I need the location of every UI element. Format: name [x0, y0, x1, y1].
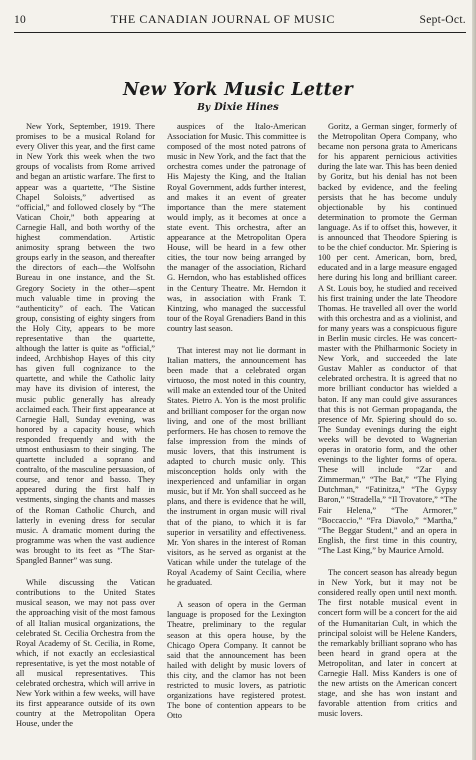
page-edge	[472, 0, 476, 760]
paragraph: The concert season has already begun in New York, but it may not be considered really open until next month. The first notable musical event in concert form will be a concert for the aid of the Humanitarian Cult, in which the principal soloist will be Helene Kanders, the remarkably brilliant soprano who has been heard in grand opera at the Metropolitan, and later in concert at Carnegie Hall. Miss Kanders is one of the new artists on the American concert stage, and she has won instant and favorable attention from critics and music lovers.	[318, 568, 457, 719]
page-header	[14, 12, 466, 34]
issue-date: Sept-Oct.	[419, 14, 466, 26]
paragraph: Goritz, a German singer, formerly of the Metropolitan Opera Company, who became non persona grata to Americans for his apparent pernicious activities during the late war. This has been denied by Goritz, but his denial has not been backed by evidence, and the feeling persists that he has become unduly objectionable by his continued determination to promote the German language. As if to offset this, however, it is announced that Theodore Spiering is to be the chief conductor. Mr. Spiering is 100 per cent. American, born, bred, educated and in a large measure engaged here during his long and brilliant career. A St. Louis boy, he studied and received his first training under the late Theodore Thomas. He travelled all over the world with this orchestra and as a violinist, and for many years was a conspicuous figure in Berlin music circles. He was concert-master with the Philharmonic Society in New York, and succeeded the late Gustav Mahler as conductor of that celebrated orchestra. It is agreed that no more brilliant conductor has wielded a baton. If any man could give assurances that this is not German propaganda, the presence of Mr. Spiering should do so. The Sunday evenings during the eight weeks will be devoted to Wagnerian operas in oratorio form, and the other evenings to the lighter forms of opera. These will include “Zar and Zimmerman,” “The Bat,” “The Flying Dutchman,” “Fatinitza,” “The Gypsy Baron,” “Stradella,” “Il Trovatore,” “The Fair Helena,” “The Armorer,” “Boccaccio,” “Fra Diavolo,” “Martha,” “The Beggar Student,” and an opera in English, the first time in this country, “The Last King,” by Maurice Arnold.	[318, 122, 457, 555]
byline-author: Dixie Hines	[214, 102, 279, 113]
paragraph: That interest may not lie dormant in Italian matters, the announcement has been made that a celebrated organ virtuoso, the most noted in this country, will make an extended tour of the United States. Pietro A. Yon is the most prolific and brilliant composer for the organ now living, and one of the most brilliant performers. He has chosen to remove the false impression from the minds of music lovers, that this instrument is adapted to church music only. This misconception holds only with the inexperienced and unfamiliar in organ music, but if Mr. Yon shall succeed as he plans, and there is evidence that he will, the instrument in organ music will rival that of the piano, to which it is far superior in versatility and effectiveness. Mr. Yon shares in the interest of Roman visitors, as he served as organist at the Vatican while under the tutelage of the Royal Academy of Saint Cecilia, where he graduated.	[167, 345, 306, 588]
header-rule	[14, 32, 466, 33]
paragraph: While discussing the Vatican contributions to the United States musical season, we may not pass over the approaching visit of the most famous of all Italian musical organizations, the celebrated St. Cecilia Orchestra from the Royal Academy of St. Cecilia, in Rome, which, if not exactly an ecclesiastical representative, is yet the most notable of all musical representatives. This celebrated orchestra, which will arrive in New York within a few weeks, will have its first appearance outside of its own country at the Metropolitan Opera House, under the	[16, 578, 155, 729]
text-column-3	[318, 122, 457, 719]
text-column-2	[167, 122, 306, 721]
text-column-1	[16, 122, 155, 730]
page-number: 10	[14, 14, 27, 26]
byline-prefix: By	[197, 103, 211, 113]
paragraph: A season of opera in the German language is proposed for the Lexington Theatre, preliminary to the regular season at this opera house, by the Chicago Opera Company. It cannot be said that the announcement has been hailed with delight by music lovers of this city, and the clamor has not been restricted to music lovers, as patriotic organizations have registered protest. The bone of contention appears to be Otto	[167, 600, 306, 721]
article-byline	[0, 102, 476, 113]
journal-title: THE CANADIAN JOURNAL OF MUSIC	[110, 12, 335, 26]
paragraph: auspices of the Italo-American Association for Music. This committee is composed of the most noted patrons of music in New York, and the fact that the orchestra comes under the patronage of His Majesty the King, and the Italian Royal Government, adds further interest, and makes it an event of greater importance than the mere statement would imply, as it becomes at once a state event. This orchestra, after an appearance at the Metropolitan Opera House, will be heard in a few other cities, the tour now being arranged by the manager of the association, Richard G. Herndon, who has established offices in the Century Theatre. Mr. Herndon it was, in association with Frank T. Kintzing, who managed the successful tour of the Royal Grenadiers Band in this country last season.	[167, 122, 306, 333]
article-headline: New York Music Letter	[123, 80, 353, 100]
paragraph: New York, September, 1919. There promises to be a musical Roland for every Oliver this year, and the first came in New York this week when the two groups of vocalists from Rome arrived and began an artistic warfare. The first to appear was a quartette, “The Sistine Chapel Soloists,” advertised as “official,” and followed closely by “The Vatican Choir,” both appearing at Carnegie Hall, and both worthy of the highest commendation. Artistic animosity sprang between the two groups early in the season, and thereafter the directors of each—the Wolfsohn Bureau in one instance, and the St. Gregory Society in the other—spent much valuable time in proving the “authenticity” of each. The Vatican group, consisting of eighty singers from the Holy City, appears to be more representative than the quartette, although the latter is quite as “official,” indeed, Archbishop Hayes of this city has given full cognizance to the quartette, and while the Catholic laity may have its division of interest, the music public generally has already acclaimed each. Their first appearance at Carnegie Hall, Sunday evening, was honored by a capacity house, which responded frequently and with the utmost enthusiasm to their singing. The quartette included a soprano and contralto, of the masculine persuasion, of course, and tenor and basso. They appeared during the first half in vestments, singing the chants and masses of the Roman Catholic Church, and latterly in evening dress for secular music. A dramatic moment during the programme was when the vast audience was brought to its feet as “The Star-Spangled Banner” was sung.	[16, 122, 155, 566]
